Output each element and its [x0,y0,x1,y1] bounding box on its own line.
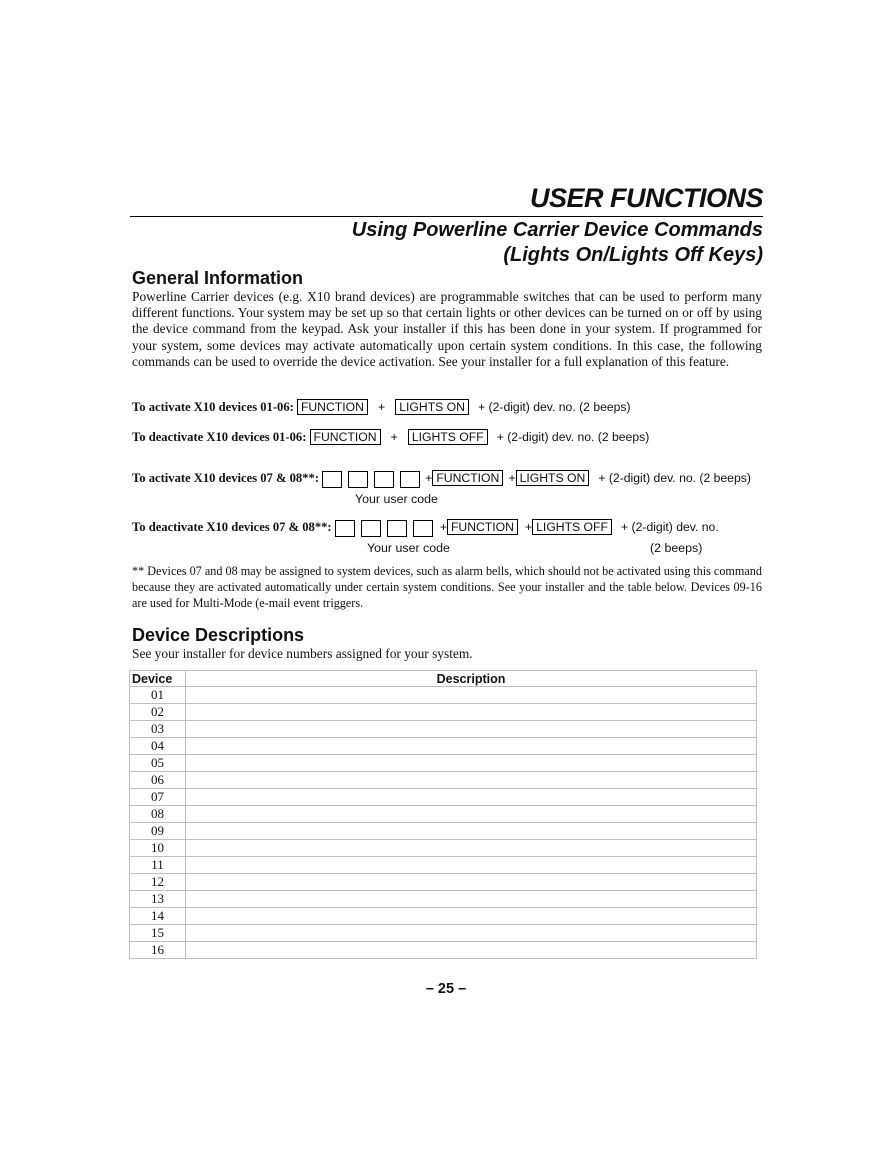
function-key: FUNCTION [297,399,368,415]
user-code-digit-box [387,520,407,537]
lights-on-key: LIGHTS ON [395,399,469,415]
lights-off-key: LIGHTS OFF [532,519,612,535]
command-suffix: + (2-digit) dev. no. [621,520,719,534]
plus-sign: + [508,471,516,485]
device-number-cell: 04 [130,738,186,755]
device-number-cell: 01 [130,687,186,704]
device-number-cell: 07 [130,789,186,806]
table-row [130,908,757,925]
table-row [130,942,757,959]
deactivate-01-06-command [132,429,649,445]
table-row [130,721,757,738]
description-cell [186,721,757,738]
device-table [129,670,757,959]
beeps-note: (2 beeps) [650,541,703,555]
device-number-cell: 13 [130,891,186,908]
device-number-cell: 10 [130,840,186,857]
table-row [130,840,757,857]
table-row [130,687,757,704]
lights-on-key: LIGHTS ON [516,470,590,486]
command-suffix: + (2-digit) dev. no. (2 beeps) [496,430,650,444]
command-label: To activate X10 devices 07 & 08**: [132,471,320,485]
user-code-digit-box [335,520,355,537]
plus-sign: + [425,471,433,485]
plus-sign: + [439,520,447,534]
description-cell [186,942,757,959]
command-label: To activate X10 devices 01-06: [132,400,294,414]
device-number-cell: 09 [130,823,186,840]
description-cell [186,704,757,721]
description-column-header: Description [186,671,757,687]
table-row [130,823,757,840]
plus-sign: + [378,400,386,414]
device-number-cell: 02 [130,704,186,721]
subtitle-line-1: Using Powerline Carrier Device Commands [351,219,763,241]
user-code-note: Your user code [367,541,450,555]
description-cell [186,840,757,857]
description-cell [186,823,757,840]
subtitle-line-2: (Lights On/Lights Off Keys) [503,244,763,266]
lights-off-key: LIGHTS OFF [408,429,488,445]
activate-07-08-command [132,470,751,488]
description-cell [186,925,757,942]
command-label: To deactivate X10 devices 07 & 08**: [132,520,332,534]
device-number-cell: 15 [130,925,186,942]
command-label: To deactivate X10 devices 01-06: [132,430,307,444]
general-info-heading: General Information [132,268,304,288]
footnote: ** Devices 07 and 08 may be assigned to system devices, such as alarm bells, which should not be activated using this command because they are activated automatically under certain system conditions. See your installer and the table below. Devices 09-16 are used for Multi-Mode (e-mail event triggers. [132,564,762,610]
user-code-note: Your user code [355,492,438,506]
user-code-digit-box [400,471,420,488]
description-cell [186,806,757,823]
description-cell [186,874,757,891]
activate-01-06-command [132,399,631,415]
table-row [130,789,757,806]
user-code-digit-box [413,520,433,537]
device-number-cell: 11 [130,857,186,874]
description-cell [186,789,757,806]
table-row [130,874,757,891]
device-number-cell: 03 [130,721,186,738]
user-code-digit-box [348,471,368,488]
function-key: FUNCTION [447,519,518,535]
plus-sign: + [525,520,533,534]
device-number-cell: 05 [130,755,186,772]
user-code-digit-box [374,471,394,488]
user-code-digit-box [322,471,342,488]
general-info-paragraph: Powerline Carrier devices (e.g. X10 brand devices) are programmable switches that can be used to perform many different functions. Your system may be set up so that certain lights or other devices can be turned on or off by using the device command from the keypad. Ask your installer if this has been done in your system. If programmed for your system, some devices may activate automatically upon certain system conditions. In this case, the following commands can be used to override the device activation. See your installer for a full explanation of this feature. [132,289,762,369]
table-row [130,772,757,789]
table-row [130,738,757,755]
device-column-header: Device [130,671,186,687]
device-descriptions-heading: Device Descriptions [132,625,305,645]
device-number-cell: 12 [130,874,186,891]
table-row [130,755,757,772]
table-row [130,704,757,721]
description-cell [186,772,757,789]
deactivate-07-08-command [132,519,719,537]
function-key: FUNCTION [310,429,381,445]
description-cell [186,908,757,925]
device-number-cell: 16 [130,942,186,959]
plus-sign: + [390,430,398,444]
description-cell [186,891,757,908]
table-row [130,891,757,908]
device-table-body [130,687,757,959]
description-cell [186,687,757,704]
description-cell [186,857,757,874]
device-number-cell: 08 [130,806,186,823]
function-key: FUNCTION [432,470,503,486]
description-cell [186,755,757,772]
command-suffix: + (2-digit) dev. no. (2 beeps) [478,400,631,414]
device-descriptions-intro: See your installer for device numbers assigned for your system. [132,646,473,661]
title-rule [130,216,763,217]
table-row [130,925,757,942]
description-cell [186,738,757,755]
device-number-cell: 06 [130,772,186,789]
user-code-digit-box [361,520,381,537]
command-suffix: + (2-digit) dev. no. (2 beeps) [598,471,751,485]
table-row [130,857,757,874]
table-header-row [130,671,757,687]
section-title: USER FUNCTIONS [529,183,763,213]
table-row [130,806,757,823]
page-number: – 25 – [425,981,467,997]
device-number-cell: 14 [130,908,186,925]
